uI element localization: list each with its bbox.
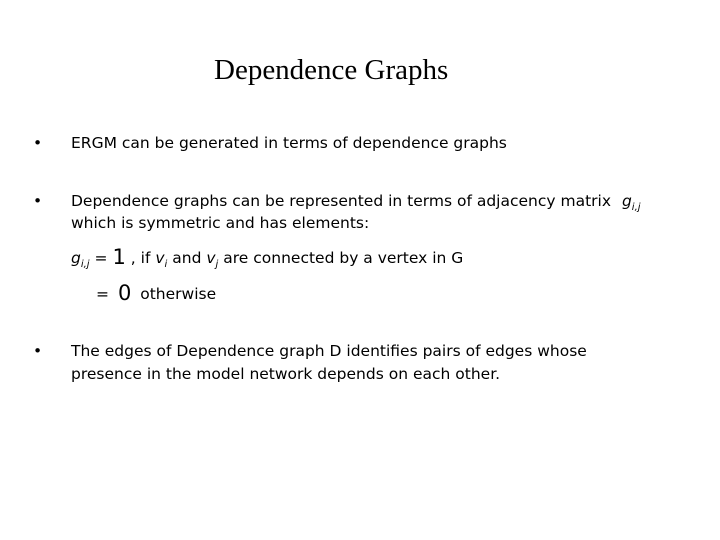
- adjacency-symbol-sub: i,j: [631, 202, 641, 213]
- bullet-1-text: ERGM can be generated in terms of dependence graphs: [71, 134, 507, 152]
- adjacency-symbol: [621, 192, 641, 213]
- bullet-2-marker: •: [33, 192, 43, 210]
- case-1-rest: are connected by a vertex in G: [223, 249, 464, 267]
- case-1-equals: =: [94, 249, 108, 267]
- case-1-vj-sub: j: [215, 259, 219, 270]
- bullet-2-line-1-text: Dependence graphs can be represented in terms of adjacency matrix: [71, 192, 612, 210]
- case-2-value: 0: [117, 281, 132, 305]
- bullet-3-marker: •: [33, 342, 43, 360]
- case-1-and: and: [172, 249, 202, 267]
- case-2-line: [96, 281, 216, 305]
- case-1-vj-v: v: [206, 249, 216, 267]
- case-1-vi: [155, 249, 168, 270]
- case-1-value: 1: [112, 245, 126, 269]
- case-1-symbol-g: g: [71, 249, 81, 267]
- case-1-if: , if: [130, 249, 151, 267]
- case-1-line: [71, 245, 463, 272]
- case-2-text: otherwise: [140, 285, 217, 303]
- slide-title: Dependence Graphs: [214, 54, 449, 86]
- case-1-symbol-sub: i,j: [80, 259, 90, 270]
- bullet-1-marker: •: [33, 134, 43, 152]
- bullet-3-line-2: presence in the model network depends on each other.: [71, 365, 501, 383]
- bullet-2-line-2: which is symmetric and has elements:: [71, 214, 370, 232]
- case-1-vj: [206, 249, 219, 270]
- case-2-equals: =: [96, 285, 109, 303]
- bullet-3-line-1: The edges of Dependence graph D identifies pairs of edges whose: [71, 342, 587, 360]
- case-1-symbol: [71, 249, 90, 270]
- adjacency-symbol-g: g: [621, 192, 632, 210]
- case-1-vi-sub: i: [164, 259, 168, 270]
- case-1-vi-v: v: [155, 249, 165, 267]
